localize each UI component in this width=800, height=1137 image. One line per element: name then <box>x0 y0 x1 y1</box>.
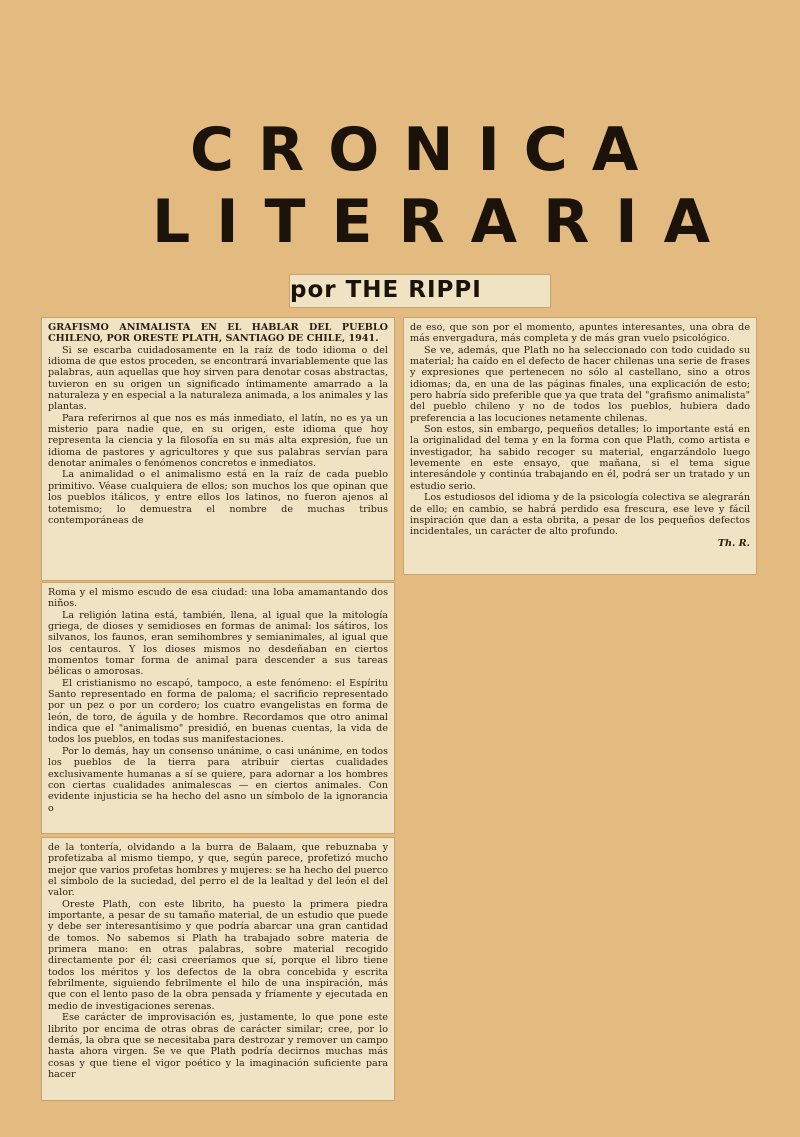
article-column-left-bottom <box>42 838 394 1100</box>
paragraph: Para referirnos al que nos es más inmediato, el latín, no es ya un misterio para nadie que, en su origen, este idioma que hoy representa la ciencia y la filosofía en su más alta expresión, fue un idioma de pastores y agricultores y que sus palabras servían para denotar animales o fenómenos concretos e inmediatos. <box>48 412 388 470</box>
paragraph: Se ve, además, que Plath no ha seleccionado con todo cuidado su material; ha caído en el defecto de hacer chilenas una serie de frases y expresiones que pertenecen no sólo al castellano, sino a otros idiomas; da, en una de las páginas finales, una explicación de esto; pero habría sido preferible que ya que trata del "grafismo animalista" del pueblo chileno y no de todos los pueblos, hubiera dado preferencia a las locuciones netamente chilenas. <box>410 344 750 424</box>
paragraph: Ese carácter de improvisación es, justamente, lo que pone este librito por encima de otras obras de carácter similar; cree, por lo demás, la obra que se necesitaba para destrozar y remover un campo hasta ahora virgen. Se ve que Plath podría decirnos muchas más cosas y que tiene el vigor poético y la imaginación suficiente para hacer <box>48 1012 388 1080</box>
article-column-left-top <box>42 318 394 580</box>
headline-line-1: CRONICA <box>190 115 663 185</box>
paragraph: Roma y el mismo escudo de esa ciudad: una loba amamantando dos niños. <box>48 587 388 610</box>
byline: por THE RIPPI <box>290 277 482 303</box>
paragraph: Son estos, sin embargo, pequeños detalles; lo importante está en la originalidad del tema y en la forma con que Plath, como artista e investigador, ha sabido recoger su material, engarzándolo luego levemente en este ensayo, que mañana, si el tema sigue interesándole y continúa trabajando en él, podrá ser un tratado y un estudio serio. <box>410 424 750 492</box>
paragraph: Por lo demás, hay un consenso unánime, o casi unánime, en todos los pueblos de la tierra para atribuir ciertas cualidades exclusivamente humanas a sí se quiere, para adornar a los hombres con ciertas cualidades animalescas — en ciertos animales. Con evidente injusticia se ha hecho del asno un símbolo de la ignorancia o <box>48 745 388 814</box>
article-column-left-middle <box>42 583 394 833</box>
paragraph: El cristianismo no escapó, tampoco, a este fenómeno: el Espíritu Santo representado en forma de paloma; el sacrificio representado por un pez o por un cordero; los cuatro evangelistas en forma de león, de toro, de águila y de hombre. Recordamos que otro animal indica que el "animalismo" presidió, en buenas cuentas, la vida de todos los pueblos, en todas sus manifestaciones. <box>48 677 388 746</box>
paragraph: La religión latina está, también, llena, al igual que la mitología griega, de dioses y semidioses en formas de animal: los sátiros, los silvanos, los faunos, eran semihombres y semianimales, al igual que los centauros. Y los dioses mismos no desdeñaban en ciertos momentos tomar forma de animal para descender a sus tareas bélicas o amorosas. <box>48 609 388 678</box>
headline-line-2: LITERARIA <box>152 187 737 257</box>
article-column-right <box>404 318 756 574</box>
book-reference: GRAFISMO ANIMALISTA EN EL HABLAR DEL PUEBLO CHILENO, POR ORESTE PLATH, SANTIAGO DE CHILE, 1941. <box>48 322 388 345</box>
byline-clipping <box>290 275 550 307</box>
author-signature: Th. R. <box>717 537 750 549</box>
paragraph: Oreste Plath, con este librito, ha puesto la primera piedra importante, a pesar de su tamaño material, de un estudio que puede y debe ser interesantísimo y que podría abarcar una gran cantidad de tomos. No sabemos si Plath ha trabajado sobre materia de primera mano: en otras palabras, sobre material recogido directamente por él; casi creeríamos que sí, porque el libro tiene todos los méritos y los defectos de la obra concebida y escrita febrilmente, siguiendo febrilmente el hilo de una inspiración, más que con el lento paso de la obra pensada y fríamente y ejecutada en medio de investigaciones serenas. <box>48 898 388 1012</box>
paragraph: Los estudiosos del idioma y de la psicología colectiva se alegrarán de ello; en cambio, se habrá perdido esa frescura, ese leve y fácil inspiración que dan a esta obrita, a pesar de los pequeños defectos incidentales, un carácter de alto profundo. <box>410 492 750 538</box>
paragraph: de eso, que son por el momento, apuntes interesantes, una obra de más envergadura, más completa y de más gran vuelo psicológico. <box>410 322 750 345</box>
paragraph: La animalidad o el animalismo está en la raíz de cada pueblo primitivo. Véase cualquiera de ellos; son muchos los que opinan que los pueblos itálicos, y entre ellos los latinos, no fueron ajenos al totemismo; lo demuestra el nombre de muchas tribus contemporáneas de <box>48 469 388 526</box>
paragraph: Si se escarba cuidadosamente en la raíz de todo idioma o del idioma de que estos proceden, se encontrará invariablemente que las palabras, aun aquellas que hoy sirven para denotar cosas abstractas, tuvieron en su origen un significado íntimamente amarrado a la naturaleza y en especial a la naturaleza animada, a los animales y las plantas. <box>48 344 388 413</box>
paragraph: de la tontería, olvidando a la burra de Balaam, que rebuznaba y profetizaba al mismo tiempo, y que, según parece, profetizó mucho mejor que varios profetas hombres y mujeres: se ha hecho del puerco el símbolo de la suciedad, del perro el de la lealtad y del león el del valor. <box>48 842 388 899</box>
